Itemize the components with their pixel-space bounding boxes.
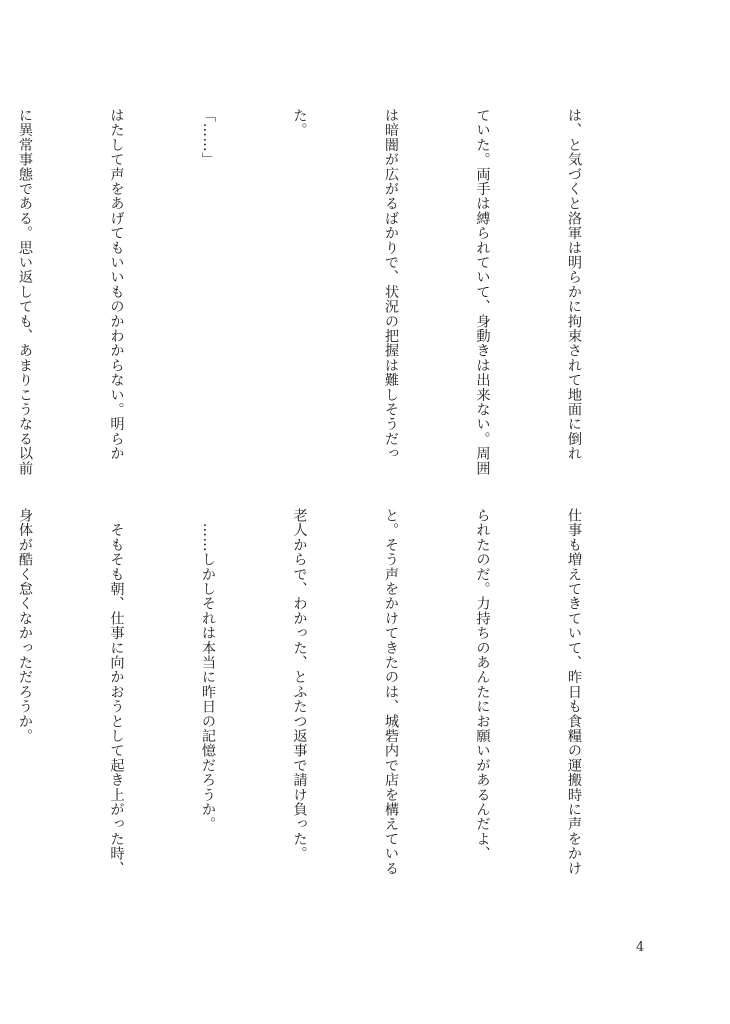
text-block-upper: [17, 108, 650, 493]
text-line: ていた。両手は縛られていて、身動きは出来ない。周囲: [474, 108, 491, 476]
text-line: 身体が酷く怠くなかっただろうか。: [17, 508, 33, 744]
page-number: 4: [636, 940, 645, 955]
text-line: ……しかしそれは本当に昨日の記憶だろうか。: [200, 508, 216, 832]
text-line: に異常事態である。思い返しても、あまりこうなる以前: [17, 108, 33, 476]
text-line: はたして声をあげてもいいものかわからない。明らか: [108, 108, 125, 461]
text-line: そもそも朝、仕事に向かおうとして起き上がった時、: [108, 508, 125, 876]
text-line: は暗闇が広がるばかりで、状況の把握は難しそうだっ: [383, 108, 399, 461]
text-line: 老人からで、わかった、とふたつ返事で請け負った。: [291, 508, 308, 861]
text-line: た。: [291, 108, 308, 138]
text-line: は、と気づくと洛軍は明らかに拘束されて地面に倒れ: [566, 108, 582, 461]
text-line: られたのだ。力持ちのあんたにお願いがあるんだよ、: [474, 508, 491, 861]
text-line: と。そう声をかけてきたのは、城砦内で店を構えている: [383, 508, 399, 876]
text-line: 仕事も増えてきていて、昨日も食糧の運搬時に声をかけ: [566, 508, 582, 876]
text-line: 「……」: [200, 108, 216, 167]
text-block-lower: [17, 508, 650, 908]
